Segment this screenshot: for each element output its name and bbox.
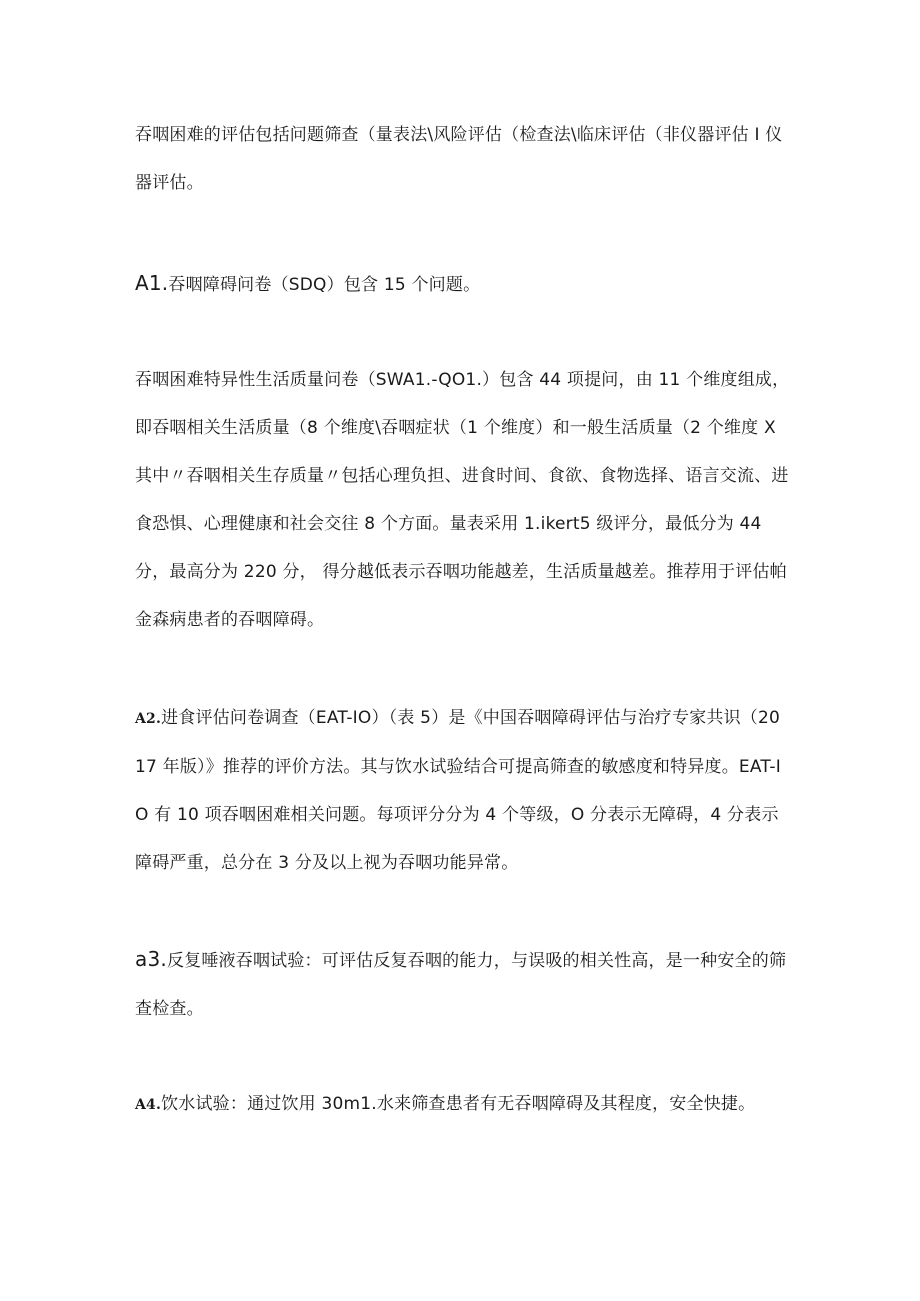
paragraph-lead: a3. [135, 947, 167, 971]
intro-paragraph [135, 111, 790, 207]
saliva-swallow-paragraph [135, 935, 790, 1033]
water-test-paragraph [135, 1080, 790, 1129]
paragraph-text: 吞咽困难的评估包括问题筛查（量表法\风险评估（检查法\临床评估（非仪器评估 I 仪器评估。 [135, 125, 783, 193]
sdq-paragraph [135, 259, 790, 309]
paragraph-text: 吞咽困难特异性生活质量问卷（SWA1.-QO1.）包含 44 项提问，由 11 个维度组成，即吞咽相关生活质量（8 个维度\吞咽症状（1 个维度）和一般生活质量（2 个维度 X 其中〃吞咽相关生存质量〃包括心理负担、进食时间、食欲、食物选择、语言交流、进食恐惧、心理健康和社会交往 8 个方面。量表采用 1.ikert5 级评分，最低分为 44 分，最高分为 220 分， 得分越低表示吞咽功能越差，生活质量越差。推荐用于评估帕金森病患者的吞咽障碍。 [135, 370, 790, 630]
eat10-paragraph [135, 694, 790, 887]
paragraph-text: 吞咽障碍问卷（SDQ）包含 15 个问题。 [168, 275, 481, 295]
swal-qol-paragraph [135, 356, 790, 644]
paragraph-text: 进食评估问卷调查（EAT-IO）（表 5）是《中国吞咽障碍评估与治疗专家共识（2017 年版）》推荐的评价方法。其与饮水试验结合可提高筛查的敏感度和特异度。EAT-IO 有 10 项吞咽困难相关问题。每项评分分为 4 个等级，O 分表示无障碍，4 分表示障碍严重，总分在 3 分及以上视为吞咽功能异常。 [135, 708, 781, 873]
paragraph-lead: A2. [135, 711, 162, 727]
paragraph-text: 饮水试验：通过饮用 30m1.水来筛查患者有无吞咽障碍及其程度，安全快捷。 [161, 1094, 756, 1114]
paragraph-lead: A4. [135, 1097, 162, 1113]
paragraph-lead: A1. [135, 271, 169, 295]
paragraph-text: 反复唾液吞咽试验：可评估反复吞咽的能力，与误吸的相关性高，是一种安全的筛查检查。 [135, 951, 787, 1019]
